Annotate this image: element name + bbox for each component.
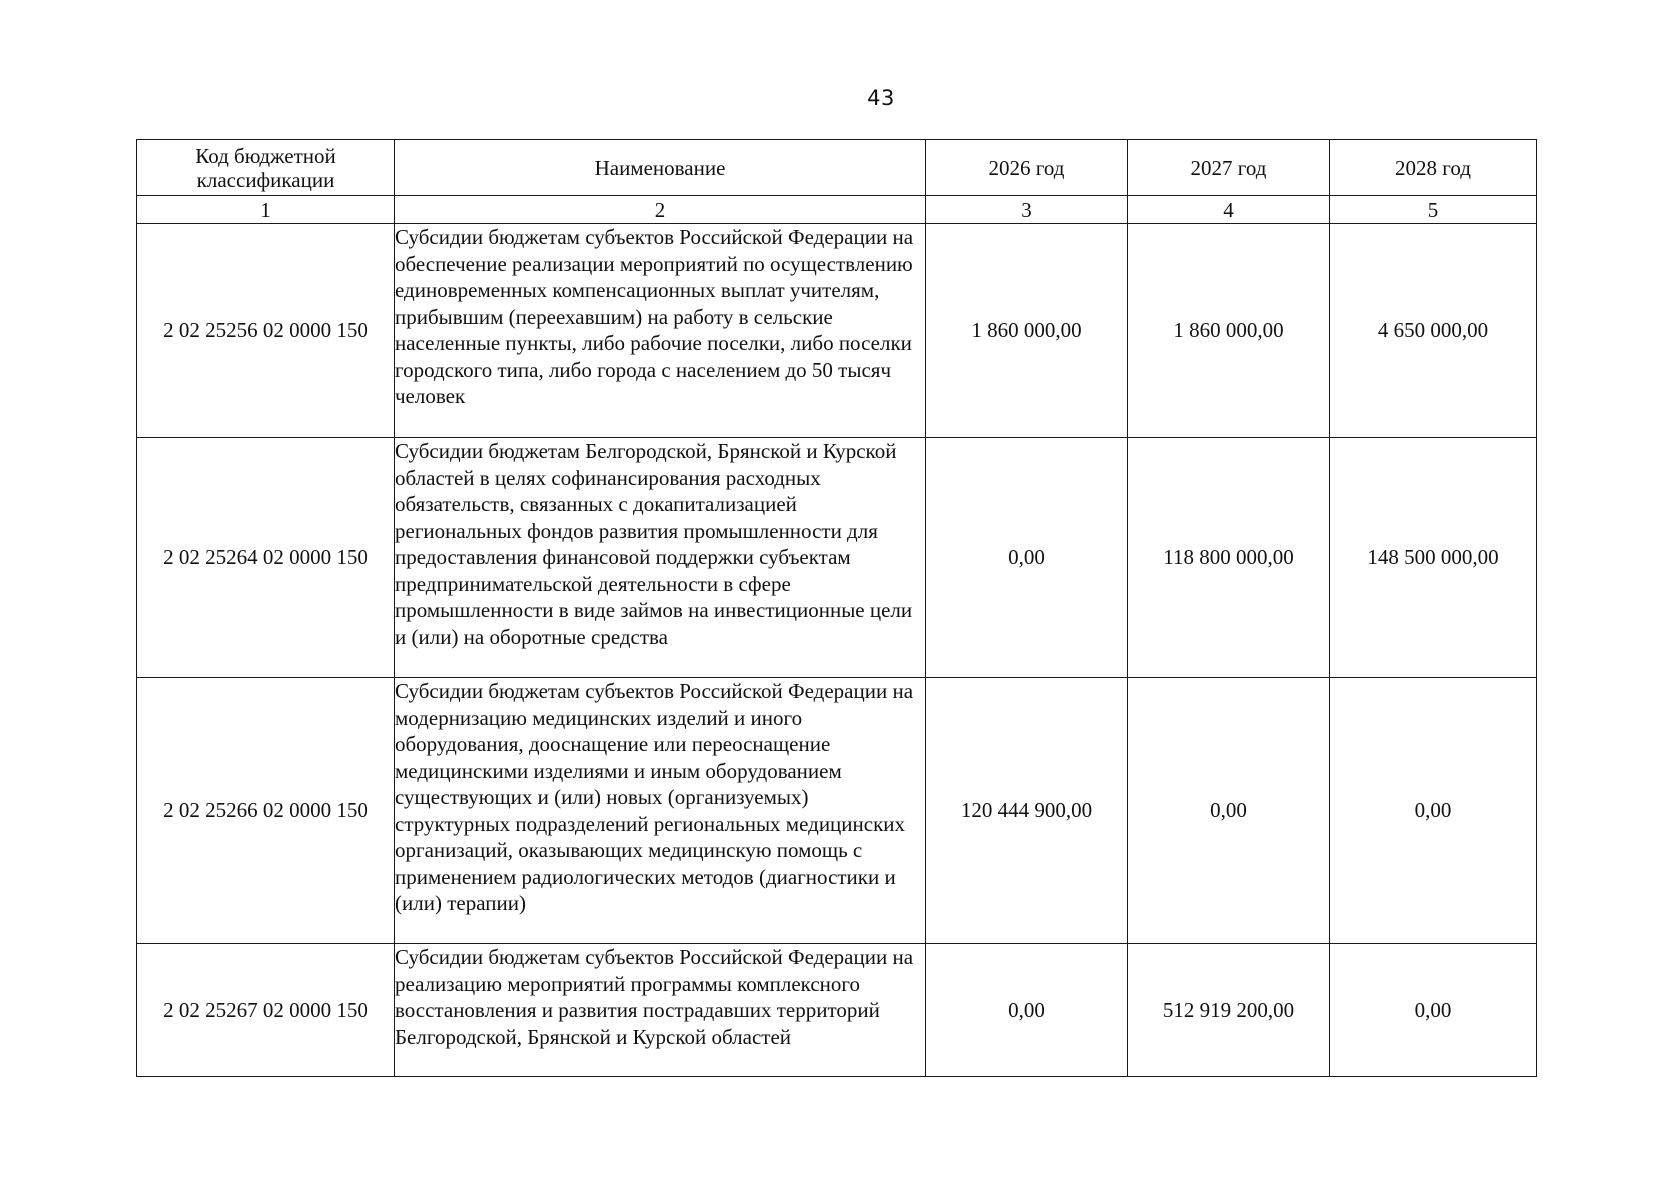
value-2027-cell: 512 919 200,00 bbox=[1128, 944, 1330, 1077]
value-2027-cell: 0,00 bbox=[1128, 678, 1330, 944]
budget-code-cell: 2 02 25266 02 0000 150 bbox=[137, 678, 395, 944]
header-2027: 2027 год bbox=[1128, 140, 1330, 196]
budget-table bbox=[136, 139, 1537, 1077]
column-number: 1 bbox=[137, 196, 395, 224]
value-2026-cell: 0,00 bbox=[926, 944, 1128, 1077]
value-2026-cell: 0,00 bbox=[926, 438, 1128, 678]
table-row bbox=[137, 438, 1537, 678]
value-2027-cell: 118 800 000,00 bbox=[1128, 438, 1330, 678]
column-number: 4 bbox=[1128, 196, 1330, 224]
value-2028-cell: 0,00 bbox=[1330, 678, 1537, 944]
column-number: 3 bbox=[926, 196, 1128, 224]
header-2026: 2026 год bbox=[926, 140, 1128, 196]
table-row bbox=[137, 224, 1537, 438]
header-2028: 2028 год bbox=[1330, 140, 1537, 196]
table-header-row bbox=[137, 140, 1537, 196]
column-number: 5 bbox=[1330, 196, 1537, 224]
value-2028-cell: 148 500 000,00 bbox=[1330, 438, 1537, 678]
value-2027-cell: 1 860 000,00 bbox=[1128, 224, 1330, 438]
column-numbers-row bbox=[137, 196, 1537, 224]
column-number: 2 bbox=[395, 196, 926, 224]
value-2028-cell: 4 650 000,00 bbox=[1330, 224, 1537, 438]
header-name: Наименование bbox=[395, 140, 926, 196]
page-number: 43 bbox=[867, 86, 895, 110]
budget-code-cell: 2 02 25267 02 0000 150 bbox=[137, 944, 395, 1077]
header-code: Код бюджетной классификации bbox=[137, 140, 395, 196]
name-cell: Субсидии бюджетам субъектов Российской Федерации на обеспечение реализации мероприятий по осуществлению единовременных компенсационных выплат учителям, прибывшим (переехавшим) на работу в сельские населенные пункты, либо рабочие поселки, либо поселки городского типа, либо города с населением до 50 тысяч человек bbox=[395, 224, 926, 438]
name-cell: Субсидии бюджетам субъектов Российской Федерации на модернизацию медицинских изделий и иного оборудования, дооснащение или переоснащение медицинскими изделиями и иным оборудованием существующих и (или) новых (организуемых) структурных подразделений региональных медицинских организаций, оказывающих медицинскую помощь с применением радиологических методов (диагностики и (или) терапии) bbox=[395, 678, 926, 944]
value-2026-cell: 120 444 900,00 bbox=[926, 678, 1128, 944]
table-row bbox=[137, 944, 1537, 1077]
name-cell: Субсидии бюджетам субъектов Российской Федерации на реализацию мероприятий программы комплексного восстановления и развития пострадавших территорий Белгородской, Брянской и Курской областей bbox=[395, 944, 926, 1077]
value-2028-cell: 0,00 bbox=[1330, 944, 1537, 1077]
budget-code-cell: 2 02 25256 02 0000 150 bbox=[137, 224, 395, 438]
budget-code-cell: 2 02 25264 02 0000 150 bbox=[137, 438, 395, 678]
table-row bbox=[137, 678, 1537, 944]
name-cell: Субсидии бюджетам Белгородской, Брянской и Курской областей в целях софинансирования расходных обязательств, связанных с докапитализацией региональных фондов развития промышленности для предоставления финансовой поддержки субъектам предпринимательской деятельности в сфере промышленности в виде займов на инвестиционные цели и (или) на оборотные средства bbox=[395, 438, 926, 678]
value-2026-cell: 1 860 000,00 bbox=[926, 224, 1128, 438]
